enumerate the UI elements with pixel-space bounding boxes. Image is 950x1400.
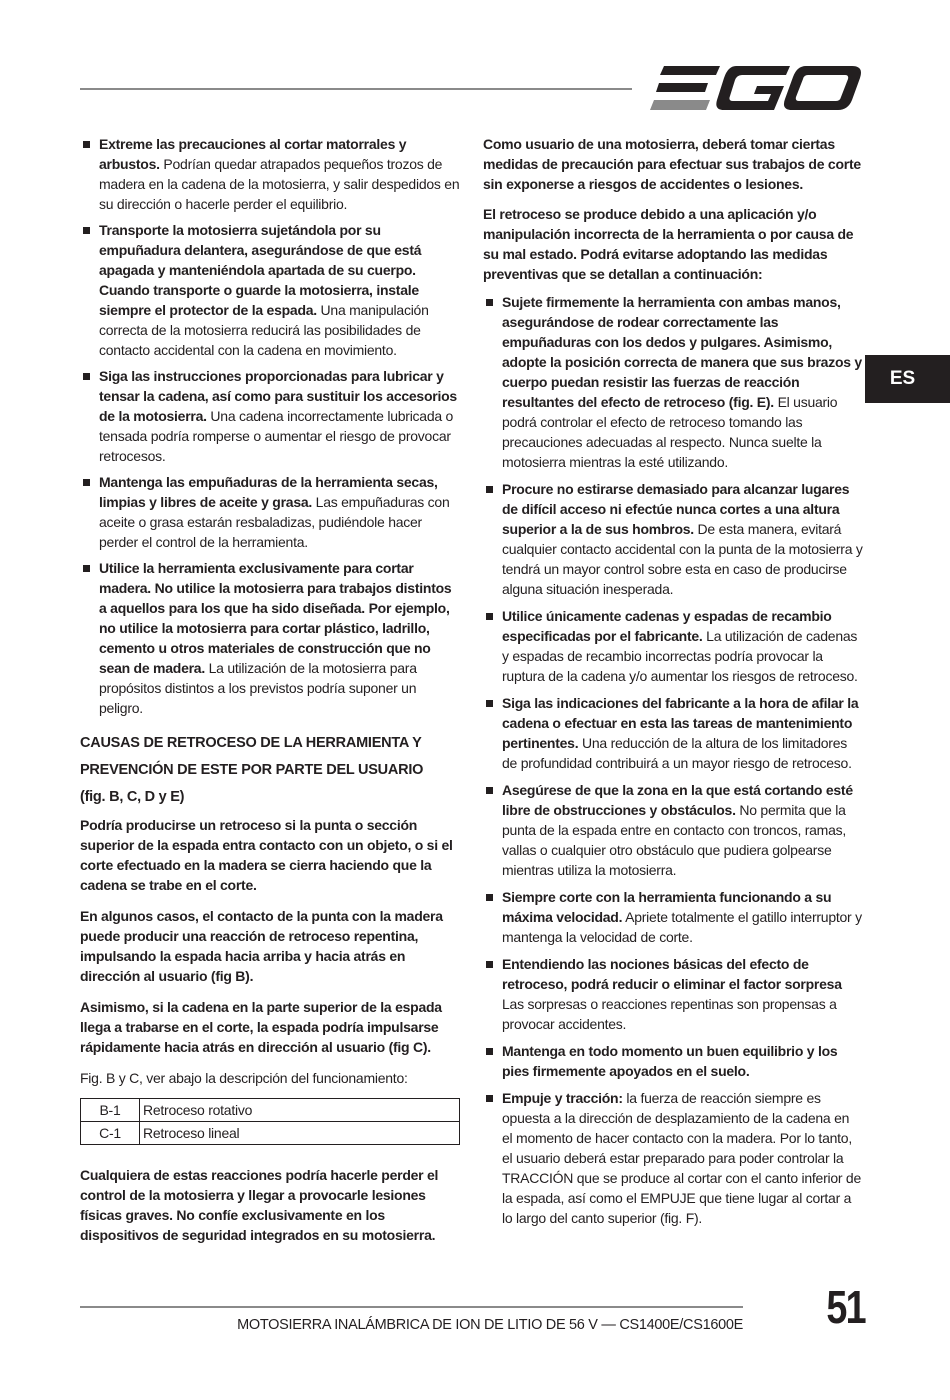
list-item: Extreme las precauciones al cortar matorrales y arbustos. Podrían quedar atrapados pequeños trozos de madera en la cadena de la motosierra, y salir despedidos en su dirección o hacerle perder el equilibrio. (80, 134, 462, 214)
list-item: Sujete firmemente la herramienta con ambas manos, asegurándose de rodear correctamente las empuñaduras con los dedos y pulgares. Asimismo, adopte la posición correcta de manera que sus brazos y cuerpo puedan resistir las fuerzas de reacción resultantes del efecto de retroceso (fig. E). El usuario podrá controlar el efecto de retroceso tomando las precauciones adecuadas al respecto. Nunca suelte la motosierra mientras la esté utilizando. (483, 292, 863, 472)
table-row (81, 1122, 460, 1145)
list-item: Procure no estirarse demasiado para alcanzar lugares de difícil acceso ni efectúe nunca cortes a una altura superior a la de sus hombros. De esta manera, evitará cualquier contacto accidental con la punta de la motosierra y tendrá un mayor control sobre esta en caso de producirse alguna situación inesperada. (483, 479, 863, 599)
footer-rule (80, 1306, 743, 1308)
kickback-paragraph-2: En algunos casos, el contacto de la punta con la madera puede producir una reacción de retroceso repentina, impulsando la espada hacia arriba y hacia atrás en dirección al usuario (fig B). (80, 908, 443, 984)
figure-intro: Fig. B y C, ver abajo la descripción del funcionamiento: (80, 1070, 408, 1086)
list-item: Mantenga en todo momento un buen equilibrio y los pies firmemente apoyados en el suelo. (483, 1041, 863, 1081)
right-column (483, 134, 863, 1235)
section-heading: CAUSAS DE RETROCESO DE LA HERRAMIENTA Y PREVENCIÓN DE ESTE POR PARTE DEL USUARIO (fig. B, C, D y E) (80, 735, 424, 805)
list-item: Empuje y tracción: la fuerza de reacción siempre es opuesta a la dirección de desplazamiento de la cadena en el momento de hacer contacto con la madera. Por lo tanto, el usuario deberá estar preparado para poder controlar la TRACCIÓN que se produce al cortar con el canto inferior de la espada, así como el EMPUJE que tiene lugar al cortar a lo largo del canto superior (fig. F). (483, 1088, 863, 1228)
ego-logo (650, 64, 862, 112)
figure-legend-table (80, 1098, 460, 1145)
left-column (80, 134, 462, 1256)
intro-paragraph-2: El retroceso se produce debido a una aplicación y/o manipulación incorrecta de la herramienta o por causa de su mal estado. Podrá evitarse adoptando las medidas preventivas que se detallan a continuación: (483, 206, 854, 282)
list-item: Siga las indicaciones del fabricante a la hora de afilar la cadena o efectuar en esta las tareas de mantenimiento pertinentes. Una reducción de la altura de los limitadores de profundidad contribuirá a un mayor riesgo de retroceso. (483, 693, 863, 773)
language-tab: ES (865, 355, 950, 403)
header-rule (80, 88, 632, 90)
list-item: Mantenga las empuñaduras de la herramienta secas, limpias y libres de aceite y grasa. Las empuñaduras con aceite o grasa estarán resbaladizas, pudiéndole hacer perder el control de la herramienta. (80, 472, 462, 552)
warning-paragraph: Cualquiera de estas reacciones podría hacerle perder el control de la motosierra y llegar a provocarle lesiones físicas graves. No confíe exclusivamente en los dispositivos de seguridad integrados en su motosierra. (80, 1167, 439, 1243)
table-cell-code: B-1 (81, 1099, 140, 1122)
intro-paragraph-1: Como usuario de una motosierra, deberá tomar ciertas medidas de precaución para efectuar sus trabajos de corte sin exponerse a riesgos de accidentes o lesiones. (483, 136, 861, 192)
list-item: Siga las instrucciones proporcionadas para lubricar y tensar la cadena, así como para sustituir los accesorios de la motosierra. Una cadena incorrectamente lubricada o tensada podría romperse o aumentar el riesgo de provocar retrocesos. (80, 366, 462, 466)
kickback-paragraph-3: Asimismo, si la cadena en la parte superior de la espada llega a trabarse en el corte, la espada podría impulsarse rápidamente hacia atrás en dirección al usuario (fig C). (80, 999, 442, 1055)
kickback-paragraph-1: Podría producirse un retroceso si la punta o sección superior de la espada entra contacto con un objeto, o si el corte efectuado en la madera se cierra haciendo que la cadena se trabe en el corte. (80, 817, 453, 893)
footer-title: MOTOSIERRA INALÁMBRICA DE ION DE LITIO DE 56 V — CS1400E/CS1600E (237, 1317, 743, 1333)
table-cell-description: Retroceso rotativo (140, 1099, 460, 1122)
list-item: Transporte la motosierra sujetándola por su empuñadura delantera, asegurándose de que está apagada y manteniéndola apartada de su cuerpo. Cuando transporte o guarde la motosierra, instale siempre el protector de la espada. Una manipulación correcta de la motosierra reducirá las posibilidades de contacto accidental con la cadena en movimiento. (80, 220, 462, 360)
list-item: Utilice únicamente cadenas y espadas de recambio especificadas por el fabricante. La utilización de cadenas y espadas de recambio incorrectas podría provocar la ruptura de la cadena y/o aumentar los riesgos de retroceso. (483, 606, 863, 686)
page-number: 51 (826, 1281, 865, 1333)
list-item: Utilice la herramienta exclusivamente para cortar madera. No utilice la motosierra para trabajos distintos a aquellos para los que ha sido diseñada. Por ejemplo, no utilice la motosierra para cortar plástico, ladrillo, cemento u otros materiales de construcción que no sean de madera. La utilización de la motosierra para propósitos distintos a los previstos podría suponer un peligro. (80, 558, 462, 718)
list-item: Asegúrese de que la zona en la que está cortando esté libre de obstrucciones y obstáculos. No permita que la punta de la espada entre en contacto con troncos, ramas, vallas o cualquier otro obstáculo que pudiera golpearse mientras utiliza la motosierra. (483, 780, 863, 880)
list-item: Siempre corte con la herramienta funcionando a su máxima velocidad. Apriete totalmente el gatillo interruptor y mantenga la velocidad de corte. (483, 887, 863, 947)
table-cell-description: Retroceso lineal (140, 1122, 460, 1145)
left-bullet-list (80, 134, 462, 718)
right-bullet-list (483, 292, 863, 1228)
table-cell-code: C-1 (81, 1122, 140, 1145)
table-row (81, 1099, 460, 1122)
list-item: Entendiendo las nociones básicas del efecto de retroceso, podrá reducir o eliminar el factor sorpresa Las sorpresas o reacciones repentinas son propensas a provocar accidentes. (483, 954, 863, 1034)
